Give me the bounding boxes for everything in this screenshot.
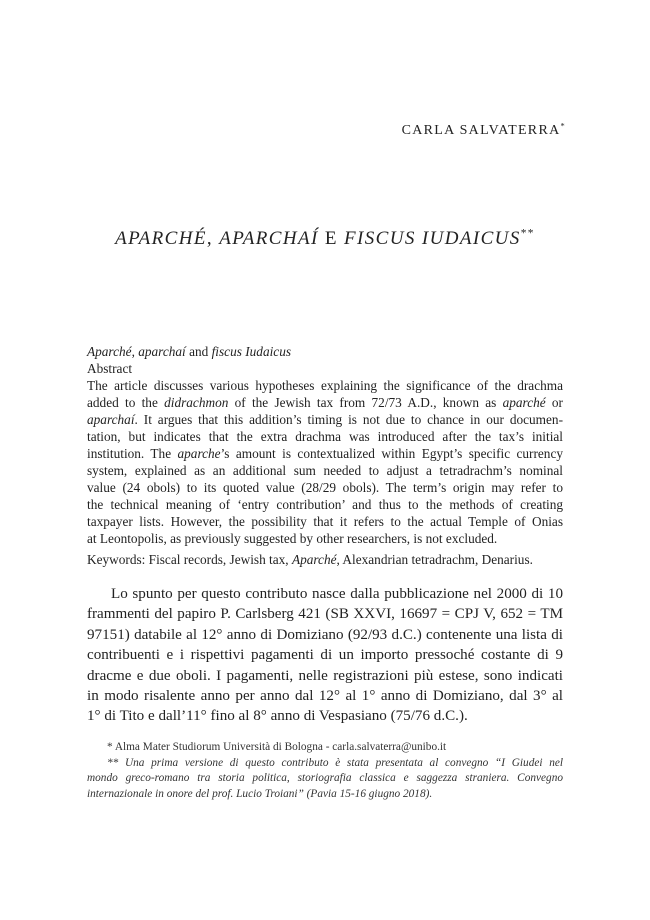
abstract-heading: Abstract — [87, 361, 133, 376]
abstract-line — [87, 479, 563, 496]
author-footnote-mark: * — [560, 121, 566, 131]
abstract-title-sep: , — [131, 344, 139, 359]
abstract-title-fiscus: fiscus Iudaicus — [211, 344, 292, 359]
title-conjunction: E — [318, 228, 345, 249]
abstract-term-aparche: aparché — [502, 395, 546, 410]
abstract-line — [87, 496, 563, 513]
footnote-first-version: mondo greco-romano tra storia politica, storiografia classica e saggezza straniera. Convegno — [87, 772, 563, 785]
abstract-line — [87, 428, 563, 445]
abstract-text: or — [545, 395, 563, 410]
abstract-text: taxpayer lists. However, the possibility that it refers to the actual Temple of Onias — [87, 514, 563, 529]
body-line: Lo spunto per questo contributo nasce dalla pubblicazione nel 2000 di 10 — [111, 586, 563, 602]
abstract-text: at Leontopolis, as previously suggested by other researchers, is not excluded. — [87, 531, 498, 546]
abstract-line — [87, 411, 563, 428]
keywords-term-aparche: Aparché — [291, 552, 337, 567]
abstract-term-didrachmon: didrachmon — [164, 395, 229, 410]
title-part-aparche: APARCHÉ — [115, 228, 207, 249]
abstract-term-aparche: aparche — [177, 446, 221, 461]
body-line: frammenti del papiro P. Carlsberg 421 (SB XXVI, 16697 = CPJ V, 652 = TM — [87, 606, 563, 623]
title-part-aparchai: APARCHAÍ — [219, 228, 319, 249]
body-line: dracme e due oboli. I pagamenti, nelle registrazioni più estese, sono indicati — [87, 667, 563, 684]
abstract-line — [87, 530, 563, 547]
abstract-text: of the Jewish tax from 72/73 A.D., known as — [228, 395, 503, 410]
abstract-text: the technical meaning of ‘entry contribution’ and thus to the methods of creating — [87, 497, 563, 512]
abstract-text: . It argues that this addition’s timing is not due to chance in our documen- — [134, 412, 563, 427]
keywords — [87, 551, 563, 568]
footnotes — [87, 740, 563, 802]
abstract-line — [87, 462, 563, 479]
abstract-title-and: and — [185, 344, 212, 359]
abstract-english-title — [87, 343, 563, 360]
abstract-text: ’s amount is contextualized within Egypt’s specific currency — [220, 446, 564, 461]
abstract-section — [87, 343, 563, 568]
author-text: CARLA SALVATERRA — [401, 123, 561, 138]
abstract-text: The article discusses various hypotheses explaining the significance of the drachma — [87, 378, 563, 393]
title-part-fiscus: FISCUS IUDAICUS — [344, 228, 521, 249]
author-name — [402, 123, 566, 139]
abstract-text: system, explained as an additional sum needed to adjust a tetradrachm’s nominal — [87, 463, 563, 478]
abstract-line — [87, 513, 563, 530]
body-line: 97151) databile al 12° anno di Domiziano (92/93 d.C.) contenente una lista di — [87, 626, 563, 643]
abstract-text: added to the — [87, 395, 165, 410]
title-separator: , — [206, 228, 220, 249]
body-line: 1° di Tito e dall’11° fino al 8° anno di Vespasiano (75/76 d.C.). — [87, 708, 468, 725]
paper-title — [0, 228, 650, 250]
footnote-first-version: ** Una prima versione di questo contributo è stata presentata al convegno “I Giudei nel — [107, 756, 563, 769]
abstract-text: institution. The — [87, 446, 178, 461]
abstract-line — [87, 377, 563, 394]
body-line: in modo risalente anno per anno dal 12° al 1° anno di Domiziano, dal 3° al — [87, 688, 563, 705]
abstract-term-aparchai: aparchaí — [87, 412, 135, 427]
abstract-text: tation, but indicates that the extra drachma was introduced after the tax’s initial — [87, 429, 563, 444]
abstract-text: value (24 obols) to its quoted value (28/29 obols). The term’s origin may refer to — [87, 480, 563, 495]
footnote-first-version: internazionale in onore del prof. Lucio Troiani” (Pavia 15-16 giugno 2018). — [87, 787, 433, 800]
abstract-line — [87, 394, 563, 411]
title-footnote-mark: ** — [520, 227, 535, 240]
body-line: contribuenti e i rispettivi pagamenti di un importo pressoché costante di 9 — [87, 647, 563, 664]
abstract-line — [87, 445, 563, 462]
abstract-title-aparche: Aparché — [87, 344, 132, 359]
abstract-title-aparchai: aparchaí — [138, 344, 186, 359]
keywords-text: Keywords: Fiscal records, Jewish tax, — [87, 552, 292, 567]
footnote-affiliation: * Alma Mater Studiorum Università di Bologna - carla.salvaterra@unibo.it — [107, 741, 447, 753]
keywords-text: , Alexandrian tetradrachm, Denarius. — [336, 552, 533, 567]
body-paragraph — [87, 584, 563, 727]
